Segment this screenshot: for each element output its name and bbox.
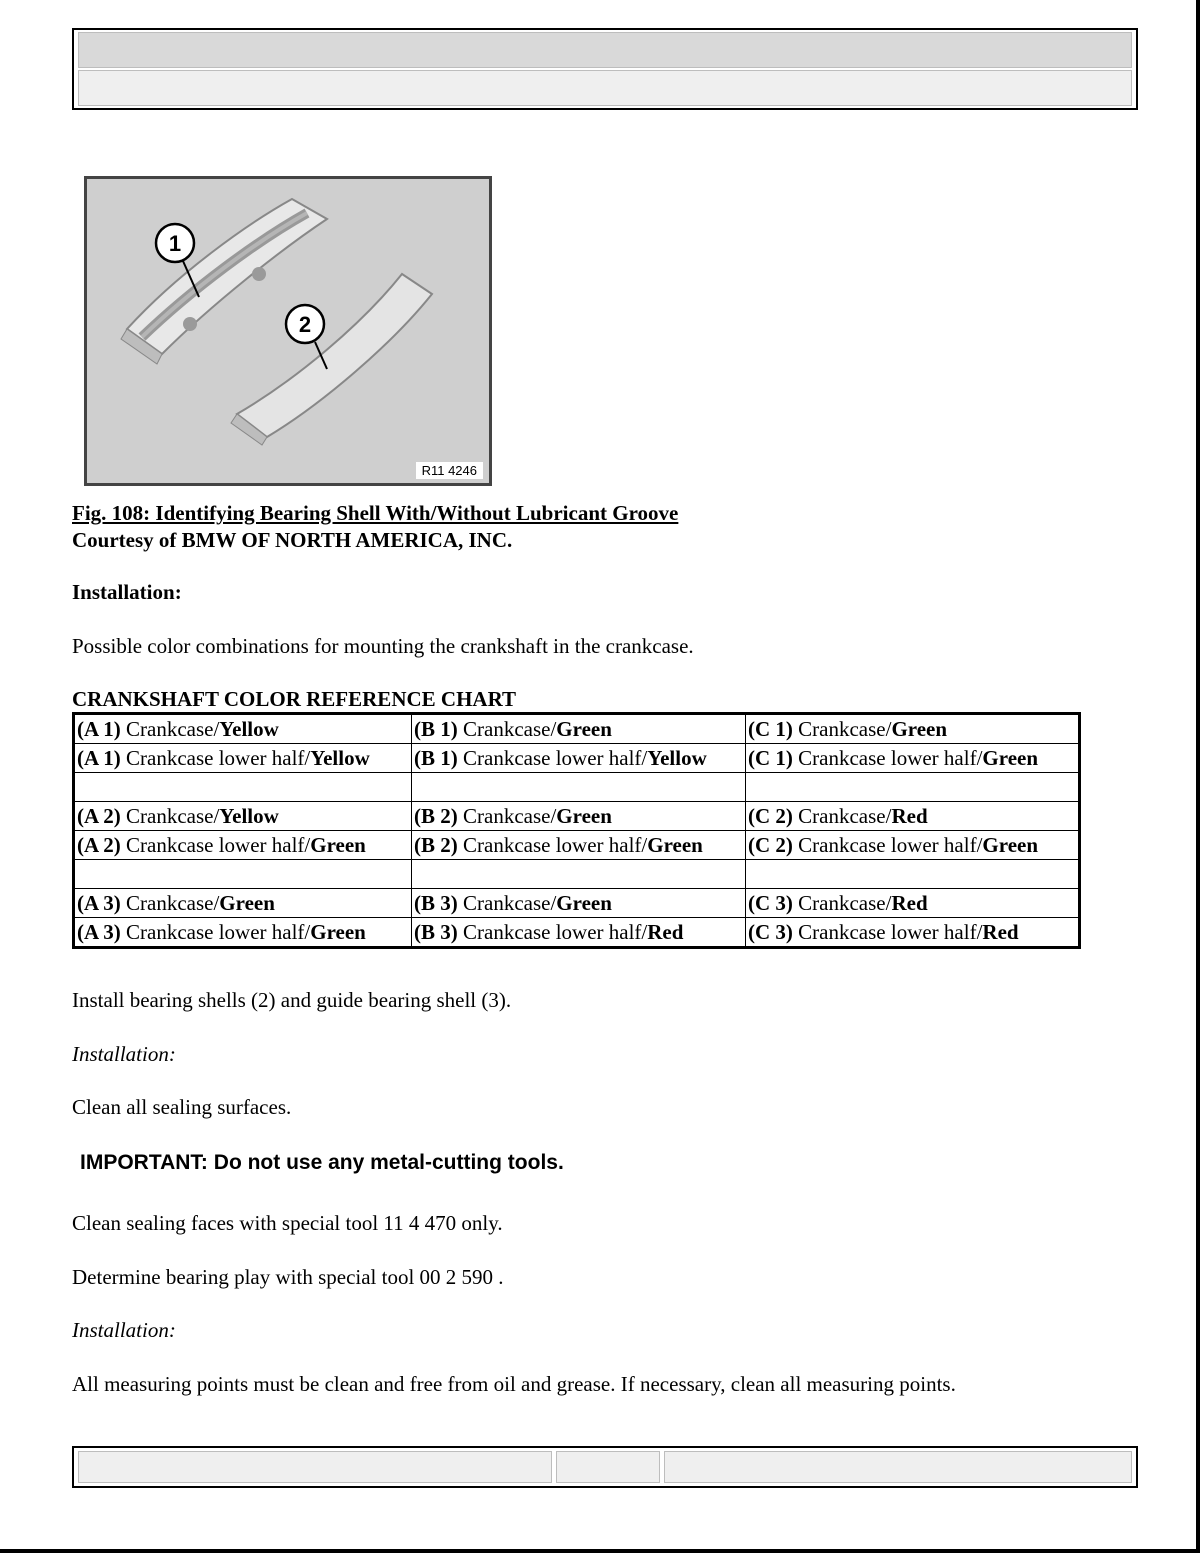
cell-part: Crankcase lower half/ <box>120 832 311 857</box>
callout-2: 2 <box>298 312 312 337</box>
cell-color: Green <box>556 716 612 741</box>
cell-color: Yellow <box>310 745 370 770</box>
table-cell <box>746 714 1080 744</box>
cell-code: (A 1) <box>77 745 121 770</box>
cell-color: Yellow <box>647 745 707 770</box>
cell-code: (A 2) <box>77 803 121 828</box>
figure-caption: Fig. 108: Identifying Bearing Shell With/Without Lubricant Groove <box>72 501 679 525</box>
cell-code: (B 2) <box>414 803 458 828</box>
table-cell <box>746 918 1080 948</box>
cell-color: Green <box>982 832 1039 857</box>
intro-paragraph: Possible color combinations for mounting the crankshaft in the crankcase. <box>72 634 694 658</box>
cell-color: Green <box>219 890 275 915</box>
cell-part: Crankcase/ <box>457 716 557 741</box>
cell-color: Green <box>556 803 612 828</box>
callout-1: 1 <box>168 231 182 256</box>
clean-faces-paragraph: Clean sealing faces with special tool 11 4 470 only. <box>72 1211 503 1235</box>
table-cell <box>412 918 746 948</box>
figure-reference-code: R11 4246 <box>416 462 483 479</box>
cell-code: (C 3) <box>748 919 793 944</box>
installation-heading: Installation: <box>72 580 182 604</box>
cell-code: (B 1) <box>414 716 458 741</box>
cell-color: Green <box>310 919 366 944</box>
cell-color: Green <box>647 832 703 857</box>
table-cell-empty <box>412 860 746 889</box>
cell-part: Crankcase lower half/ <box>792 745 983 770</box>
cell-code: (C 3) <box>748 890 793 915</box>
cell-color: Red <box>982 919 1019 944</box>
cell-part: Crankcase lower half/ <box>792 832 983 857</box>
cell-color: Green <box>982 745 1039 770</box>
table-cell <box>74 714 412 744</box>
important-text: Do not use any metal-cutting tools. <box>213 1151 564 1174</box>
table-cell-empty <box>74 773 412 802</box>
cell-part: Crankcase/ <box>792 890 892 915</box>
table-cell <box>412 802 746 831</box>
table-cell <box>412 889 746 918</box>
cell-code: (B 3) <box>414 919 458 944</box>
cell-part: Crankcase/ <box>120 890 220 915</box>
table-row <box>74 918 1080 948</box>
cell-part: Crankcase lower half/ <box>792 919 983 944</box>
cell-part: Crankcase lower half/ <box>457 745 648 770</box>
table-row <box>74 889 1080 918</box>
installation-label-1: Installation: <box>72 1042 176 1066</box>
cell-color: Green <box>556 890 612 915</box>
table-cell <box>746 802 1080 831</box>
cell-part: Crankcase lower half/ <box>457 919 648 944</box>
measuring-points-paragraph: All measuring points must be clean and free from oil and grease. If necessary, clean all measuring points. <box>72 1372 956 1396</box>
cell-code: (C 1) <box>748 745 793 770</box>
cell-part: Crankcase/ <box>457 890 557 915</box>
cell-part: Crankcase/ <box>120 803 220 828</box>
crankshaft-color-table <box>72 712 1081 949</box>
table-cell-empty <box>412 773 746 802</box>
cell-part: Crankcase/ <box>120 716 220 741</box>
installation-label-2: Installation: <box>72 1318 176 1342</box>
header-row <box>78 70 1132 106</box>
table-cell <box>746 744 1080 773</box>
cell-part: Crankcase/ <box>457 803 557 828</box>
table-row <box>74 831 1080 860</box>
cell-color: Yellow <box>219 803 279 828</box>
chart-title: CRANKSHAFT COLOR REFERENCE CHART <box>72 687 517 711</box>
cell-color: Green <box>891 716 948 741</box>
table-cell <box>74 918 412 948</box>
cell-code: (A 2) <box>77 832 121 857</box>
important-note <box>80 1151 564 1175</box>
bearing-shell-figure <box>84 176 492 486</box>
cell-part: Crankcase lower half/ <box>457 832 648 857</box>
table-row <box>74 802 1080 831</box>
footer-cell <box>664 1451 1132 1483</box>
footer-cell <box>556 1451 660 1483</box>
footer-cell <box>78 1451 552 1483</box>
clean-surfaces-paragraph: Clean all sealing surfaces. <box>72 1095 292 1119</box>
cell-code: (B 1) <box>414 745 458 770</box>
cell-part: Crankcase lower half/ <box>120 745 311 770</box>
table-cell <box>412 744 746 773</box>
cell-code: (B 3) <box>414 890 458 915</box>
table-body <box>74 714 1080 948</box>
table-cell-empty <box>746 860 1080 889</box>
cell-part: Crankcase lower half/ <box>120 919 311 944</box>
cell-part: Crankcase/ <box>792 716 892 741</box>
table-cell <box>74 744 412 773</box>
cell-color: Green <box>310 832 366 857</box>
page-header <box>72 28 1138 110</box>
table-spacer-row <box>74 860 1080 889</box>
bearing-shell-illustration <box>87 179 489 483</box>
table-cell <box>746 831 1080 860</box>
header-row <box>78 32 1132 68</box>
cell-code: (C 2) <box>748 803 793 828</box>
table-cell <box>746 889 1080 918</box>
cell-code: (B 2) <box>414 832 458 857</box>
cell-color: Red <box>891 890 928 915</box>
table-cell <box>74 802 412 831</box>
important-label: IMPORTANT: <box>80 1151 208 1174</box>
cell-color: Red <box>647 919 684 944</box>
cell-code: (A 3) <box>77 919 121 944</box>
table-row <box>74 714 1080 744</box>
cell-part: Crankcase/ <box>792 803 892 828</box>
cell-color: Red <box>891 803 928 828</box>
cell-code: (A 3) <box>77 890 121 915</box>
table-cell <box>412 831 746 860</box>
table-spacer-row <box>74 773 1080 802</box>
table-row <box>74 744 1080 773</box>
bearing-play-paragraph: Determine bearing play with special tool 00 2 590 . <box>72 1265 504 1289</box>
table-cell <box>412 714 746 744</box>
figure-courtesy: Courtesy of BMW OF NORTH AMERICA, INC. <box>72 528 513 552</box>
table-cell <box>74 889 412 918</box>
table-cell-empty <box>74 860 412 889</box>
cell-code: (C 2) <box>748 832 793 857</box>
cell-code: (A 1) <box>77 716 121 741</box>
cell-code: (C 1) <box>748 716 793 741</box>
cell-color: Yellow <box>219 716 279 741</box>
install-shells-paragraph: Install bearing shells (2) and guide bearing shell (3). <box>72 988 512 1012</box>
page-footer <box>72 1446 1138 1488</box>
table-cell-empty <box>746 773 1080 802</box>
table-cell <box>74 831 412 860</box>
